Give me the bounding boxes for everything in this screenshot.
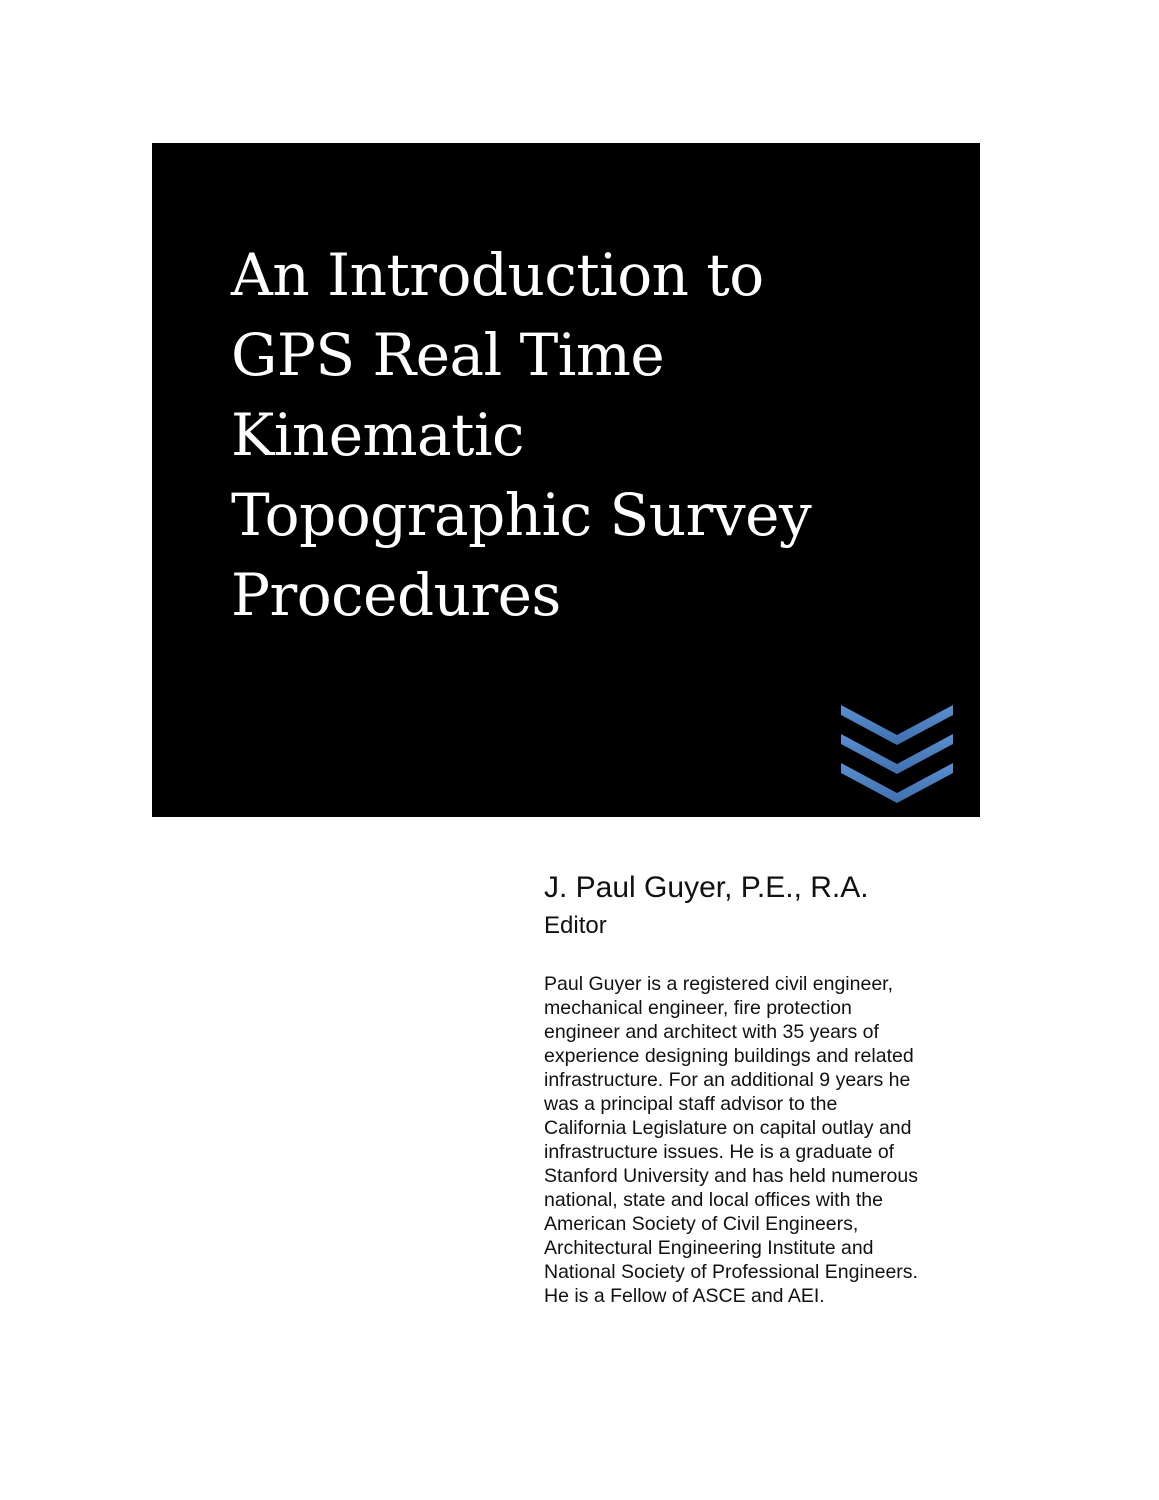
- bio-line: experience designing buildings and related: [544, 1045, 914, 1067]
- author-name: J. Paul Guyer, P.E., R.A.: [544, 871, 869, 904]
- title-line: Kinematic: [231, 401, 524, 469]
- title-line: GPS Real Time: [231, 321, 665, 389]
- bio-line: He is a Fellow of ASCE and AEI.: [544, 1285, 825, 1307]
- title-line: Topographic Survey: [231, 481, 812, 549]
- bio-line: California Legislature on capital outlay and: [544, 1117, 912, 1139]
- cover-panel: [152, 143, 980, 817]
- author-block: [544, 868, 1014, 942]
- bio-line: was a principal staff advisor to the: [544, 1093, 838, 1115]
- title-line: Procedures: [231, 561, 561, 629]
- book-title: [231, 235, 951, 635]
- author-bio: [544, 972, 964, 1308]
- bio-line: Stanford University and has held numerous: [544, 1165, 918, 1187]
- bio-line: Architectural Engineering Institute and: [544, 1237, 874, 1259]
- bio-line: American Society of Civil Engineers,: [544, 1213, 859, 1235]
- bio-line: infrastructure. For an additional 9 years he: [544, 1069, 911, 1091]
- author-role: Editor: [544, 912, 607, 939]
- triple-chevron-down-icon: [841, 701, 953, 807]
- bio-line: national, state and local offices with the: [544, 1189, 883, 1211]
- bio-line: mechanical engineer, fire protection: [544, 997, 852, 1019]
- bio-line: National Society of Professional Engineers.: [544, 1261, 918, 1283]
- bio-line: engineer and architect with 35 years of: [544, 1021, 879, 1043]
- bio-line: infrastructure issues. He is a graduate of: [544, 1141, 895, 1163]
- bio-line: Paul Guyer is a registered civil engineer,: [544, 973, 894, 995]
- chevron-top: [841, 705, 953, 745]
- title-line: An Introduction to: [231, 241, 764, 309]
